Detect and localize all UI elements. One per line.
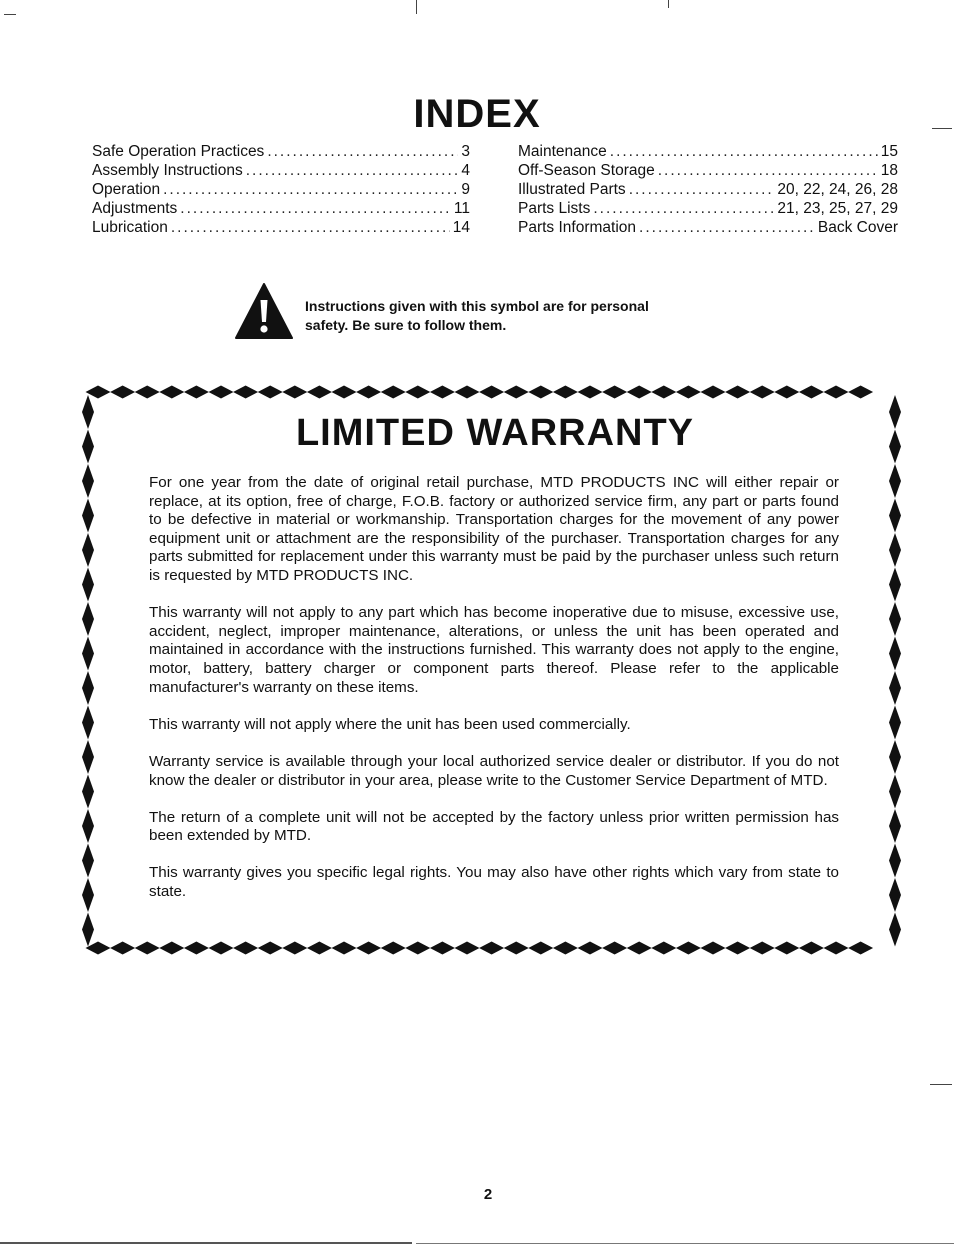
index-list-left: [92, 142, 470, 237]
border-diamond: [602, 386, 627, 399]
border-diamond: [258, 386, 283, 399]
border-diamond: [110, 386, 135, 399]
border-diamond: [528, 942, 553, 955]
border-diamond: [258, 942, 283, 955]
border-diamond: [82, 533, 94, 567]
border-diamond: [82, 706, 94, 740]
warranty-paragraph: Warranty service is available through your local authorized service dealer or distributor. If you do not know the dealer or distributor in your area, please write to the Customer Service Department of MTD.: [149, 752, 839, 789]
border-diamond: [528, 386, 553, 399]
border-diamond: [82, 568, 94, 602]
border-diamond: [405, 386, 430, 399]
index-list-right: [518, 142, 898, 237]
border-diamond: [430, 942, 455, 955]
border-diamond: [82, 602, 94, 636]
scan-mark: [4, 14, 16, 15]
border-diamond: [82, 637, 94, 671]
index-entry: Parts Information ..... Back Cover: [518, 218, 898, 237]
border-diamond: [799, 942, 824, 955]
border-diamond: [602, 942, 627, 955]
index-entry: Lubrication ..... 14: [92, 218, 470, 237]
border-diamond: [82, 913, 94, 947]
border-diamond: [889, 499, 901, 533]
warranty-title: LIMITED WARRANTY: [295, 412, 695, 454]
border-diamond: [233, 942, 258, 955]
scan-mark: [416, 0, 417, 14]
index-entry: Maintenance ..... 15: [518, 142, 898, 161]
index-entry: Operation ..... 9: [92, 180, 470, 199]
border-diamond: [184, 942, 209, 955]
border-diamond: [504, 386, 529, 399]
border-diamond: [86, 386, 111, 399]
index-entry: Assembly Instructions ..... 4: [92, 161, 470, 180]
border-diamond: [282, 386, 307, 399]
border-diamond: [307, 942, 332, 955]
border-diamond: [750, 386, 775, 399]
warranty-body: [149, 474, 839, 920]
page-number: 2: [483, 1186, 493, 1203]
border-diamond: [504, 942, 529, 955]
border-diamond: [82, 809, 94, 843]
border-diamond: [824, 942, 849, 955]
scan-mark: [930, 1084, 952, 1085]
border-diamond: [479, 386, 504, 399]
border-diamond: [381, 386, 406, 399]
border-diamond: [381, 942, 406, 955]
index-title: INDEX: [413, 92, 541, 136]
border-diamond: [159, 942, 184, 955]
border-diamond: [553, 942, 578, 955]
border-diamond: [889, 602, 901, 636]
border-diamond: [405, 942, 430, 955]
border-diamond: [750, 942, 775, 955]
border-diamond: [356, 386, 381, 399]
footer-rule: [416, 1243, 954, 1244]
index-entry: Safe Operation Practices ..... 3: [92, 142, 470, 161]
border-diamond: [282, 942, 307, 955]
index-entry: Off-Season Storage ..... 18: [518, 161, 898, 180]
border-diamond: [889, 809, 901, 843]
border-diamond: [82, 499, 94, 533]
border-diamond: [889, 706, 901, 740]
border-diamond: [799, 386, 824, 399]
border-diamond: [676, 386, 701, 399]
border-diamond: [774, 942, 799, 955]
warranty-paragraph: The return of a complete unit will not be accepted by the factory unless prior written permission has been extended by MTD.: [149, 808, 839, 845]
footer-rule: [0, 1242, 412, 1244]
border-diamond: [233, 386, 258, 399]
border-diamond: [824, 386, 849, 399]
border-diamond: [701, 942, 726, 955]
warranty-paragraph: This warranty gives you specific legal rights. You may also have other rights which vary from state to state.: [149, 864, 839, 901]
border-diamond: [332, 942, 357, 955]
border-diamond: [889, 671, 901, 705]
warning-triangle-icon: [234, 282, 294, 340]
border-diamond: [701, 386, 726, 399]
border-diamond: [889, 844, 901, 878]
border-diamond: [159, 386, 184, 399]
border-diamond: [209, 942, 234, 955]
border-diamond: [889, 464, 901, 498]
border-diamond: [184, 386, 209, 399]
border-diamond: [627, 386, 652, 399]
border-diamond: [82, 878, 94, 912]
border-diamond: [110, 942, 135, 955]
border-diamond: [455, 942, 480, 955]
scan-mark: [668, 0, 669, 8]
border-diamond: [135, 386, 160, 399]
border-diamond: [455, 386, 480, 399]
border-diamond: [209, 386, 234, 399]
border-diamond: [479, 942, 504, 955]
border-diamond: [651, 942, 676, 955]
warranty-paragraph: This warranty will not apply where the unit has been used commercially.: [149, 715, 631, 733]
index-entry: Adjustments ..... 11: [92, 199, 470, 218]
border-diamond: [848, 386, 873, 399]
border-diamond: [430, 386, 455, 399]
border-diamond: [578, 386, 603, 399]
border-diamond: [627, 942, 652, 955]
border-diamond: [86, 942, 111, 955]
border-diamond: [848, 942, 873, 955]
index-entry: Parts Lists ..... 21, 23, 25, 27, 29: [518, 199, 898, 218]
border-diamond: [82, 775, 94, 809]
border-diamond: [889, 637, 901, 671]
border-diamond: [307, 386, 332, 399]
border-diamond: [889, 775, 901, 809]
border-diamond: [889, 913, 901, 947]
border-diamond: [82, 671, 94, 705]
border-diamond: [82, 844, 94, 878]
border-diamond: [82, 740, 94, 774]
border-diamond: [774, 386, 799, 399]
border-diamond: [356, 942, 381, 955]
border-diamond: [651, 386, 676, 399]
border-diamond: [725, 386, 750, 399]
border-diamond: [332, 386, 357, 399]
border-diamond: [889, 878, 901, 912]
border-diamond: [578, 942, 603, 955]
border-diamond: [676, 942, 701, 955]
index-entry: Illustrated Parts ..... 20, 22, 24, 26, 28: [518, 180, 898, 199]
border-diamond: [889, 568, 901, 602]
border-diamond: [135, 942, 160, 955]
warranty-paragraph: For one year from the date of original retail purchase, MTD PRODUCTS INC will either repair or replace, at its option, free of charge, F.O.B. factory or authorized service firm, any part or parts found to be defective in material or workmanship. Transportation charges for the movement of any power equipment unit or attachment are the responsibility of the purchaser. Transportation charges for any parts submitted for replacement under this warranty must be paid by the purchaser unless such return is requested by MTD PRODUCTS INC.: [149, 474, 839, 584]
warranty-paragraph: This warranty will not apply to any part which has become inoperative due to misuse, excessive use, accident, neglect, improper maintenance, alterations, or unless the unit has been operated and maintained in accordance with the instructions furnished. This warranty does not apply to the engine, motor, battery, battery charger or component parts thereof. Please refer to the applicable manufacturer's warranty on these items.: [149, 604, 839, 696]
border-diamond: [82, 464, 94, 498]
border-diamond: [889, 533, 901, 567]
border-diamond: [553, 386, 578, 399]
safety-note: Instructions given with this symbol are for personal safety. Be sure to follow them.: [305, 298, 649, 333]
border-diamond: [889, 740, 901, 774]
border-diamond: [725, 942, 750, 955]
